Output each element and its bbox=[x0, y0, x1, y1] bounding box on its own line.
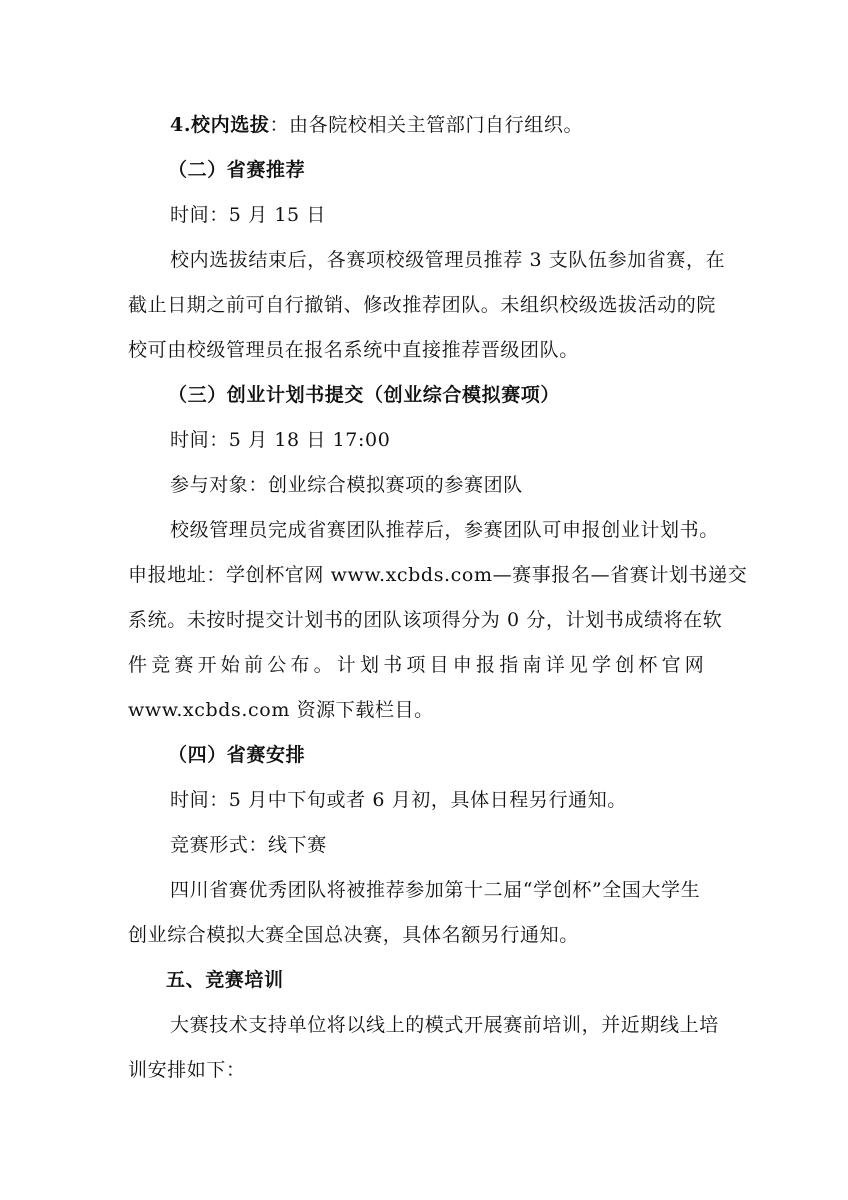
subsection-3-para-line: 校级管理员完成省赛团队推荐后，参赛团队可申报创业计划书。 bbox=[170, 519, 719, 541]
subsection-4-time: 时间：5 月中下旬或者 6 月初，具体日程另行通知。 bbox=[170, 789, 627, 811]
subsection-2-heading: （二）省赛推荐 bbox=[168, 159, 306, 181]
section-5-heading: 五、竞赛培训 bbox=[166, 969, 284, 991]
subsection-2-para-line: 校内选拔结束后，各赛项校级管理员推荐 3 支队伍参加省赛，在 bbox=[170, 249, 726, 271]
subsection-3-para-line: 件竞赛开始前公布。计划书项目申报指南详见学创杯官网 bbox=[128, 654, 709, 676]
section-5-para-line: 训安排如下： bbox=[128, 1059, 246, 1081]
subsection-2-para-line: 校可由校级管理员在报名系统中直接推荐晋级团队。 bbox=[128, 339, 579, 361]
subsection-3-target: 参与对象：创业综合模拟赛项的参赛团队 bbox=[170, 474, 523, 496]
subsection-3-para-line: 申报地址：学创杯官网 www.xcbds.com—赛事报名—省赛计划书递交 bbox=[128, 564, 748, 586]
section-4-label: 4.校内选拔 bbox=[170, 114, 270, 136]
section-4-line bbox=[170, 113, 583, 137]
subsection-3-para-line: 系统。未按时提交计划书的团队该项得分为 0 分，计划书成绩将在软 bbox=[128, 609, 723, 631]
subsection-3-time: 时间：5 月 18 日 17:00 bbox=[170, 429, 391, 451]
subsection-4-para-line: 创业综合模拟大赛全国总决赛，具体名额另行通知。 bbox=[128, 924, 579, 946]
section-5-para-line: 大赛技术支持单位将以线上的模式开展赛前培训，并近期线上培 bbox=[170, 1014, 719, 1036]
subsection-3-heading: （三）创业计划书提交（创业综合模拟赛项） bbox=[168, 384, 561, 406]
section-4-text: ：由各院校相关主管部门自行组织。 bbox=[269, 114, 584, 136]
subsection-4-form: 竞赛形式：线下赛 bbox=[170, 834, 327, 856]
subsection-2-para-line: 截止日期之前可自行撤销、修改推荐团队。未组织校级选拔活动的院 bbox=[128, 294, 717, 316]
subsection-3-para-line: www.xcbds.com 资源下载栏目。 bbox=[128, 699, 434, 721]
subsection-2-time: 时间：5 月 15 日 bbox=[170, 204, 326, 226]
subsection-4-para-line: 四川省赛优秀团队将被推荐参加第十二届“学创杯”全国大学生 bbox=[170, 879, 701, 901]
subsection-4-heading: （四）省赛安排 bbox=[168, 744, 306, 766]
